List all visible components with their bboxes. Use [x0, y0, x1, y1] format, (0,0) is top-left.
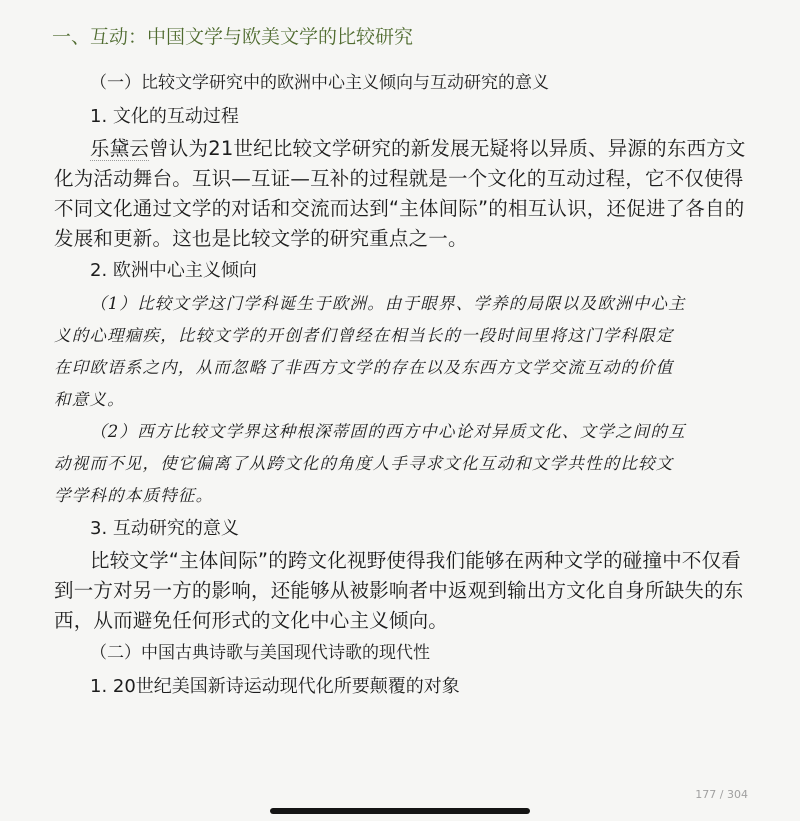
page-content — [54, 66, 754, 704]
home-indicator-bar[interactable] — [270, 808, 530, 814]
paragraph-line: 化为活动舞台。互识—互证—互补的过程就是一个文化的互动过程，它不仅使得 — [54, 167, 744, 190]
paragraph-line — [54, 134, 754, 164]
point-title: 2. 欧洲中心主义倾向 — [90, 260, 257, 281]
paragraph-line: 比较文学“主体间际”的跨文化视野使得我们能够在两种文学的碰撞中不仅看 — [90, 549, 742, 572]
highlighted-name[interactable]: 乐黛云 — [90, 137, 150, 160]
paragraph-line: 和意义。 — [54, 390, 125, 409]
paragraph-line: （1）比较文学这门学科诞生于欧洲。由于眼界、学养的局限以及欧洲中心主 — [90, 294, 686, 313]
paragraph-line: 学学科的本质特征。 — [54, 486, 214, 505]
paragraph-line: 西，从而避免任何形式的文化中心主义倾向。 — [54, 609, 449, 632]
section-title: （一）比较文学研究中的欧洲中心主义倾向与互动研究的意义 — [90, 73, 549, 93]
section-title: （二）中国古典诗歌与美国现代诗歌的现代性 — [90, 643, 430, 663]
paragraph-line: 义的心理痼疾，比较文学的开创者们曾经在相当长的一段时间里将这门学科限定 — [54, 326, 674, 345]
paragraph-line: （2）西方比较文学界这种根深蒂固的西方中心论对异质文化、文学之间的互 — [90, 422, 686, 441]
chapter-heading: 一、互动：中国文学与欧美文学的比较研究 — [52, 26, 414, 48]
page-indicator: 177 / 304 — [695, 788, 748, 801]
paragraph-text: 曾认为21世纪比较文学研究的新发展无疑将以异质、异源的东西方文 — [149, 137, 746, 160]
point-title: 1. 20世纪美国新诗运动现代化所要颠覆的对象 — [90, 676, 460, 697]
paragraph-line: 动视而不见，使它偏离了从跨文化的角度人手寻求文化互动和文学共性的比较文 — [54, 454, 674, 473]
point-title: 1. 文化的互动过程 — [90, 106, 239, 127]
point-title: 3. 互动研究的意义 — [90, 518, 239, 539]
paragraph-line: 在印欧语系之内，从而忽略了非西方文学的存在以及东西方文学交流互动的价值 — [54, 358, 674, 377]
paragraph-line: 到一方对另一方的影响，还能够从被影响者中返观到输出方文化自身所缺失的东 — [54, 579, 744, 602]
paragraph-line: 发展和更新。这也是比较文学的研究重点之一。 — [54, 227, 468, 250]
paragraph-line: 不同文化通过文学的对话和交流而达到“主体间际”的相互认识，还促进了各自的 — [54, 197, 745, 220]
